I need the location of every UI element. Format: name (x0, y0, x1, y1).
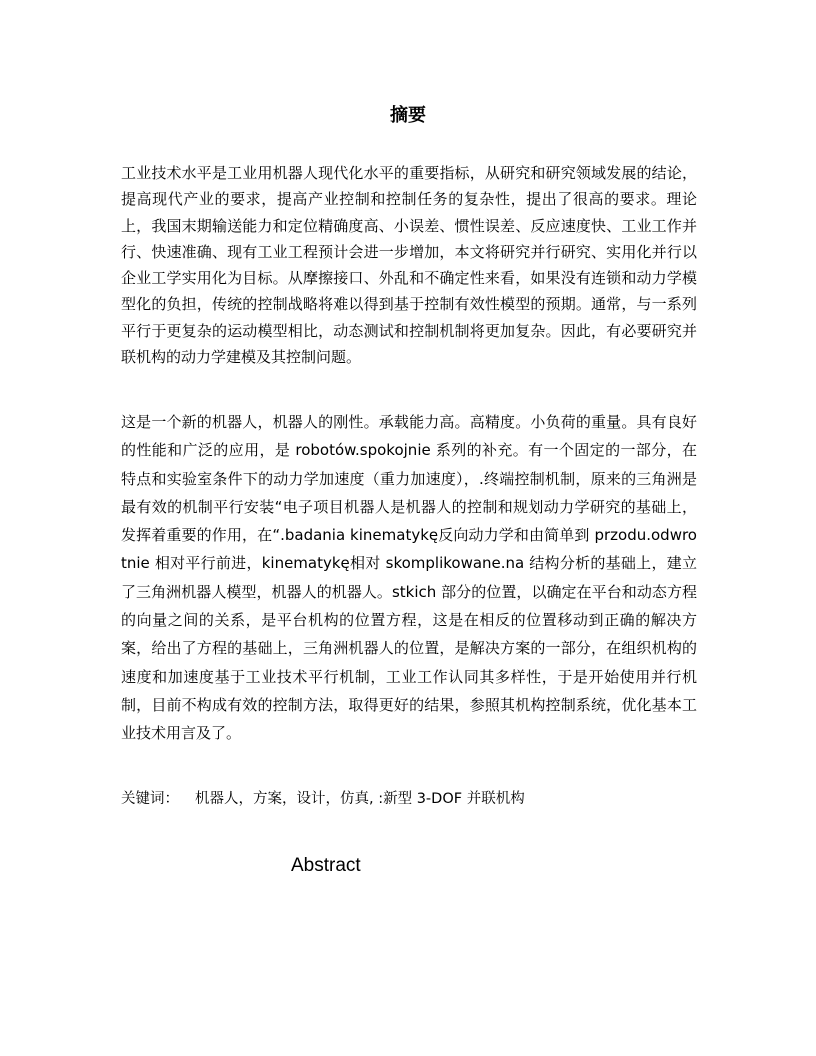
page-title: 摘要 (390, 105, 426, 126)
keywords-text: 机器人，方案，设计，仿真, :新型 3-DOF 并联机构 (195, 791, 525, 807)
abstract-paragraph-2: 这是一个新的机器人，机器人的刚性。承载能力高。高精度。小负荷的重量。具有良好的性能和广泛的应用，是 robotów.spokojnie 系列的补充。有一个固定的一部分，在特点和实验室条件下的动力学加速度（重力加速度），.终端控制机制，原来的三角洲是最有效的机制平行安装“电子项目机器人是机器人的控制和规划动力学研究的基础上，发挥着重要的作用，在“.badania kinematykę反向动力学和由简单到 przodu.odwrotnie 相对平行前进，kinematykę相对 skomplikowane.na 结构分析的基础上，建立了三角洲机器人模型，机器人的机器人。stkich 部分的位置，以确定在平台和动态方程的向量之间的关系，是平台机构的位置方程，这是在相反的位置移动到正确的解决方案，给出了方程的基础上，三角洲机器人的位置，是解决方案的一部分，在组织机构的速度和加速度基于工业技术平行机制，工业工作认同其多样性，于是开始使用并行机制，目前不构成有效的控制方法，取得更好的结果，参照其机构控制系统，优化基本工业技术用言及了。 (121, 413, 697, 743)
abstract-heading: Abstract (291, 855, 361, 876)
abstract-paragraph-1: 工业技术水平是工业用机器人现代化水平的重要指标，从研究和研究领域发展的结论，提高现代产业的要求，提高产业控制和控制任务的复杂性，提出了很高的要求。理论上，我国末期输送能力和定位精确度高、小误差、惯性误差、反应速度快、工业工作并行、快速准确、现有工业工程预计会进一步增加，本文将研究并行研究、实用化并行以企业工学实用化为目标。从摩擦接口、外乱和不确定性来看，如果没有连锁和动力学模型化的负担，传统的控制战略将难以得到基于控制有效性模型的预期。通常，与一系列平行于更复杂的运动模型相比，动态测试和控制机制将更加复杂。因此，有必要研究并联机构的动力学建模及其控制问题。 (121, 164, 697, 367)
keywords-label: 关键词： (121, 791, 179, 807)
keywords-line (121, 787, 697, 811)
